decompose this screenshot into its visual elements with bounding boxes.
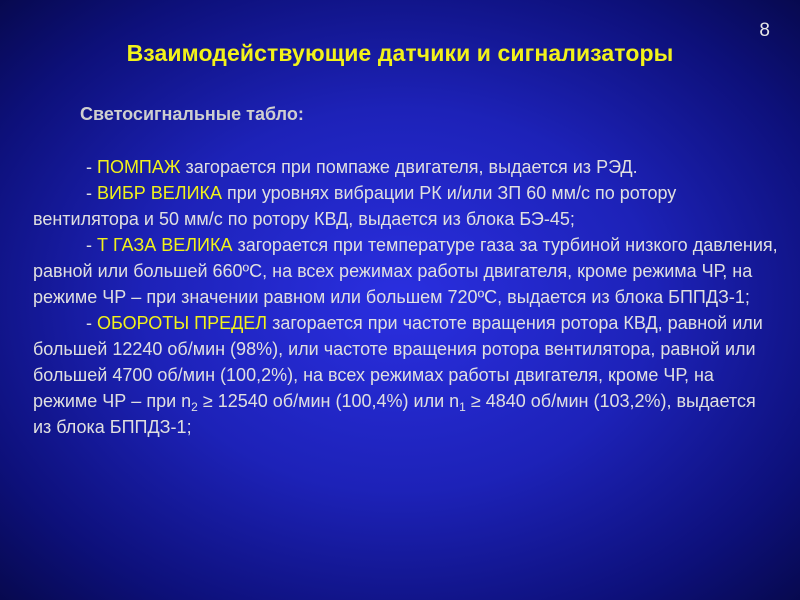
page-number: 8: [759, 20, 770, 41]
item-text: при уровнях вибрации РК и/или ЗП 60 мм/с по ротору вентилятора и 50 мм/с по ротору КВД, выдается из блока БЭ-45;: [33, 183, 677, 229]
item-dash: -: [86, 183, 97, 203]
subscript: 2: [191, 400, 198, 414]
item-keyword: ПОМПАЖ: [97, 157, 181, 177]
item-text: ≥ 12540 об/мин (100,4%) или n: [197, 391, 460, 411]
slide-title: Взаимодействующие датчики и сигнализаторы: [126, 40, 674, 66]
slide-body: [33, 154, 778, 440]
list-item-pompazh: [33, 154, 778, 180]
list-item-vibr-velika: [33, 180, 778, 232]
item-dash: -: [86, 313, 97, 333]
item-text: загорается при температуре газа за турбиной низкого давления, равной или большей 660ºС, на всех режимах работы двигателя, кроме режима ЧР, на режиме ЧР – при значении равном или большем 720ºС, выдается из блока БППДЗ-1;: [33, 235, 778, 307]
slide-subtitle: Светосигнальные табло:: [80, 104, 304, 124]
list-item-oboroty-predel: [33, 310, 778, 440]
item-dash: -: [86, 157, 97, 177]
item-text: загорается при помпаже двигателя, выдается из РЭД.: [180, 157, 638, 177]
subscript: 1: [459, 400, 466, 414]
item-keyword: Т ГАЗА ВЕЛИКА: [97, 235, 233, 255]
item-text: ≥ 4840 об/мин (103,2%), выдается из блока БППДЗ-1;: [33, 391, 756, 437]
list-item-t-gaza-velika: [33, 232, 778, 310]
item-keyword: ОБОРОТЫ ПРЕДЕЛ: [97, 313, 268, 333]
item-text: загорается при частоте вращения ротора КВД, равной или большей 12240 об/мин (98%), или частоте вращения ротора вентилятора, равной или большей 4700 об/мин (100,2%), на всех режимах работы двигателя, кроме ЧР, на режиме ЧР – при n: [33, 313, 763, 411]
item-dash: -: [86, 235, 97, 255]
item-keyword: ВИБР ВЕЛИКА: [97, 183, 223, 203]
